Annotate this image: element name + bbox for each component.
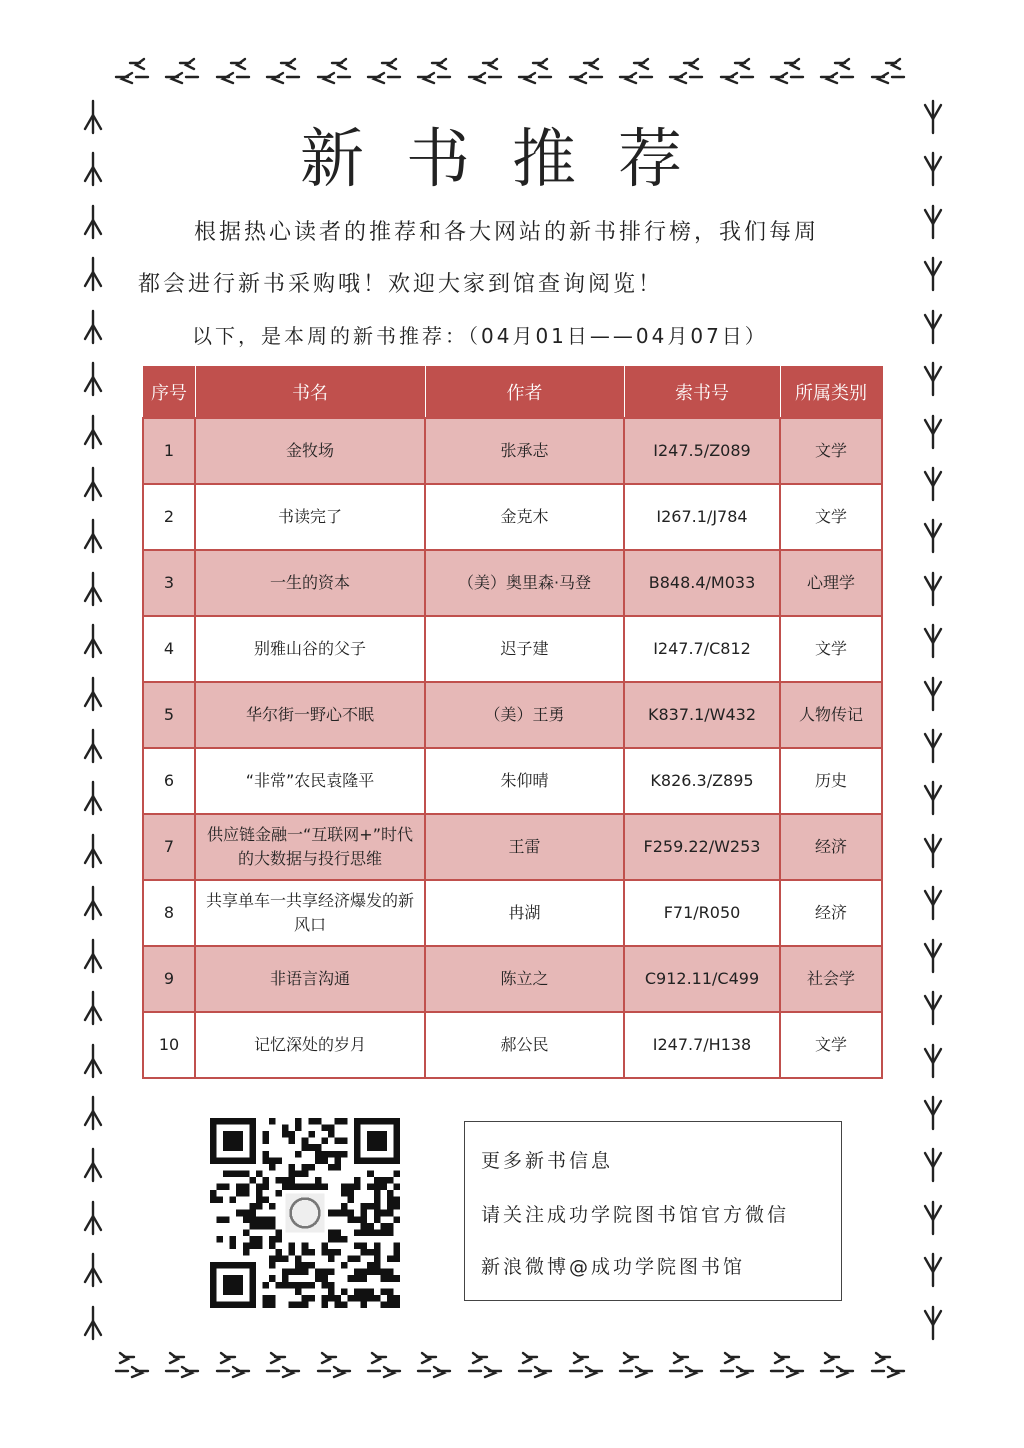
cell-category: 经济 [780,814,882,880]
track-mark-icon [815,55,859,89]
track-mark-icon [76,1039,110,1083]
cell-index: 7 [143,814,195,880]
track-mark-icon [160,55,204,89]
intro-line-2: 都会进行新书采购哦！欢迎大家到馆查询阅览！ [138,272,664,297]
cell-author: 郝公民 [425,1012,624,1078]
track-mark-icon [614,55,658,89]
header-call-number: 索书号 [624,367,780,419]
right-border [912,95,954,1345]
track-mark-icon [76,724,110,768]
track-mark-icon [916,1196,950,1240]
track-mark-icon [76,619,110,663]
track-mark-icon [312,55,356,89]
table-row [143,616,882,682]
track-mark-icon [76,1143,110,1187]
track-mark-icon [76,410,110,454]
track-mark-icon [916,986,950,1030]
cell-call-number: C912.11/C499 [624,946,780,1012]
cell-category: 心理学 [780,550,882,616]
cell-category: 文学 [780,418,882,484]
track-mark-icon [916,776,950,820]
track-mark-icon [110,55,154,89]
track-mark-icon [866,1349,910,1383]
cell-call-number: K826.3/Z895 [624,748,780,814]
cell-author: 金克木 [425,484,624,550]
track-mark-icon [513,1349,557,1383]
cell-index: 10 [143,1012,195,1078]
track-mark-icon [916,1039,950,1083]
track-mark-icon [916,672,950,716]
track-mark-icon [463,55,507,89]
cell-call-number: I247.5/Z089 [624,418,780,484]
track-mark-icon [76,1091,110,1135]
cell-author: （美）奥里森·马登 [425,550,624,616]
track-mark-icon [76,1248,110,1292]
track-mark-icon [916,410,950,454]
cell-title: 书读完了 [195,484,425,550]
cell-author: 冉湖 [425,880,624,946]
track-mark-icon [412,1349,456,1383]
cell-call-number: I247.7/C812 [624,616,780,682]
track-mark-icon [916,1091,950,1135]
cell-call-number: F71/R050 [624,880,780,946]
cell-category: 历史 [780,748,882,814]
cell-author: 陈立之 [425,946,624,1012]
book-table [142,366,883,1079]
cell-author: 王雷 [425,814,624,880]
track-mark-icon [916,724,950,768]
cell-call-number: I267.1/J784 [624,484,780,550]
cell-title: 非语言沟通 [195,946,425,1012]
track-mark-icon [715,55,759,89]
track-mark-icon [916,462,950,506]
qr-code-icon [210,1118,400,1308]
cell-call-number: F259.22/W253 [624,814,780,880]
cell-index: 8 [143,880,195,946]
info-more-books: 更多新书信息 [481,1150,614,1172]
track-mark-icon [76,881,110,925]
header-index: 序号 [143,367,195,419]
track-mark-icon [916,357,950,401]
cell-title: “非常”农民袁隆平 [195,748,425,814]
track-mark-icon [564,55,608,89]
track-mark-icon [916,514,950,558]
track-mark-icon [261,55,305,89]
track-mark-icon [715,1349,759,1383]
track-mark-icon [916,200,950,244]
track-mark-icon [362,1349,406,1383]
track-mark-icon [916,1248,950,1292]
info-box [464,1121,842,1301]
track-mark-icon [261,1349,305,1383]
cell-index: 3 [143,550,195,616]
track-mark-icon [765,55,809,89]
cell-call-number: I247.7/H138 [624,1012,780,1078]
cell-category: 社会学 [780,946,882,1012]
cell-category: 文学 [780,616,882,682]
cell-author: 张承志 [425,418,624,484]
cell-title: 记忆深处的岁月 [195,1012,425,1078]
track-mark-icon [664,1349,708,1383]
cell-index: 9 [143,946,195,1012]
table-row [143,1012,882,1078]
track-mark-icon [76,934,110,978]
left-border [72,95,114,1345]
track-mark-icon [76,200,110,244]
header-category: 所属类别 [780,367,882,419]
cell-call-number: K837.1/W432 [624,682,780,748]
track-mark-icon [312,1349,356,1383]
cell-category: 经济 [780,880,882,946]
track-mark-icon [362,55,406,89]
track-mark-icon [76,305,110,349]
cell-title: 别雅山谷的父子 [195,616,425,682]
track-mark-icon [76,462,110,506]
track-mark-icon [76,357,110,401]
cell-index: 2 [143,484,195,550]
track-mark-icon [110,1349,154,1383]
cell-index: 1 [143,418,195,484]
track-mark-icon [76,252,110,296]
track-mark-icon [76,672,110,716]
cell-index: 6 [143,748,195,814]
track-mark-icon [614,1349,658,1383]
table-row [143,550,882,616]
bottom-border [110,1346,910,1386]
track-mark-icon [76,829,110,873]
track-mark-icon [76,776,110,820]
track-mark-icon [916,252,950,296]
header-author: 作者 [425,367,624,419]
track-mark-icon [76,1196,110,1240]
track-mark-icon [815,1349,859,1383]
track-mark-icon [916,567,950,611]
table-row [143,880,882,946]
table-row [143,814,882,880]
track-mark-icon [513,55,557,89]
track-mark-icon [866,55,910,89]
table-header-row [143,367,882,419]
track-mark-icon [412,55,456,89]
track-mark-icon [76,986,110,1030]
top-border [110,52,910,92]
cell-author: 迟子建 [425,616,624,682]
cell-category: 人物传记 [780,682,882,748]
info-weibo: 新浪微博@成功学院图书馆 [481,1256,746,1278]
table-row [143,484,882,550]
cell-author: 朱仰晴 [425,748,624,814]
table-row [143,748,882,814]
cell-category: 文学 [780,1012,882,1078]
track-mark-icon [463,1349,507,1383]
cell-title: 华尔街一野心不眠 [195,682,425,748]
page-title: 新书推荐 [300,123,724,197]
track-mark-icon [211,1349,255,1383]
intro-date-range: 以下，是本周的新书推荐：（04月01日——04月07日） [192,324,768,348]
track-mark-icon [76,567,110,611]
cell-index: 5 [143,682,195,748]
info-wechat: 请关注成功学院图书馆官方微信 [481,1204,790,1226]
track-mark-icon [211,55,255,89]
track-mark-icon [160,1349,204,1383]
track-mark-icon [916,1301,950,1345]
cell-title: 共享单车一共享经济爆发的新风口 [195,880,425,946]
track-mark-icon [916,1143,950,1187]
table-row [143,418,882,484]
table-row [143,946,882,1012]
track-mark-icon [916,829,950,873]
header-title: 书名 [195,367,425,419]
track-mark-icon [916,305,950,349]
track-mark-icon [765,1349,809,1383]
cell-author: （美）王勇 [425,682,624,748]
track-mark-icon [916,934,950,978]
track-mark-icon [664,55,708,89]
cell-category: 文学 [780,484,882,550]
table-row [143,682,882,748]
track-mark-icon [564,1349,608,1383]
cell-index: 4 [143,616,195,682]
track-mark-icon [76,1301,110,1345]
intro-line-1: 根据热心读者的推荐和各大网站的新书排行榜，我们每周 [194,220,820,245]
cell-title: 金牧场 [195,418,425,484]
track-mark-icon [916,619,950,663]
cell-title: 一生的资本 [195,550,425,616]
cell-title: 供应链金融一“互联网+”时代的大数据与投行思维 [195,814,425,880]
track-mark-icon [76,514,110,558]
cell-call-number: B848.4/M033 [624,550,780,616]
track-mark-icon [916,881,950,925]
